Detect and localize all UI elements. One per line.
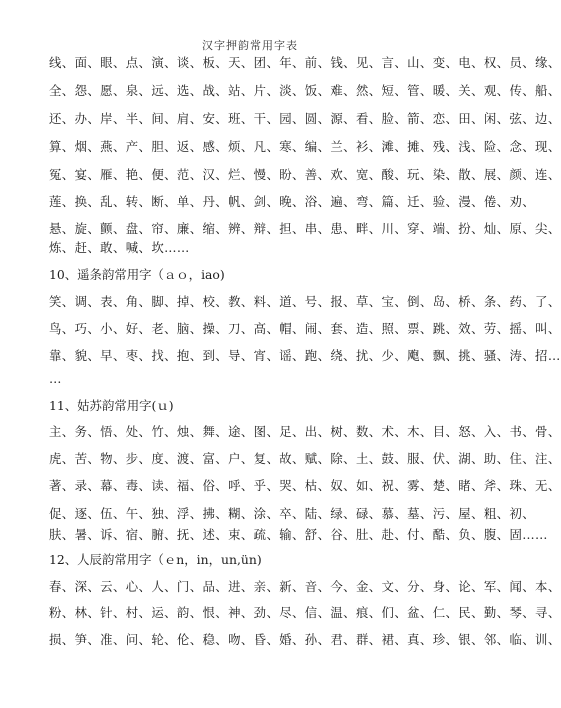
text-line: 促、逐、伍、午、独、浮、拂、糊、涂、卒、陆、绿、碌、慕、墓、污、屋、粗、初、 <box>49 506 536 521</box>
document-title: 汉字押韵常用字表 <box>202 39 298 52</box>
section-heading-10: 10、遥条韵常用字（ａｏ，iao) <box>49 267 225 282</box>
text-line: 损、笋、准、问、轮、伦、稳、吻、昏、婚、孙、君、群、裙、真、珍、银、邻、临、训、 <box>49 632 561 647</box>
text-line: 靠、貌、早、枣、找、抱、到、导、宵、谣、跑、绕、扰、少、飑、飘、挑、骚、涛、招… <box>49 348 561 363</box>
section-heading-11: 11、姑苏韵常用字(ｕ) <box>49 398 174 413</box>
text-line: 著、录、幕、毒、读、福、俗、呼、乎、哭、枯、奴、如、祝、雾、楚、睹、斧、珠、无、 <box>49 478 561 493</box>
text-line: 线、面、眼、点、演、谈、板、天、团、年、前、钱、见、言、山、变、电、权、员、缘、 <box>49 55 561 70</box>
text-line: 主、务、悟、处、竹、烛、舞、途、图、足、出、树、数、术、木、目、怒、入、书、骨、 <box>49 424 561 439</box>
text-line: 炼、赶、敢、喊、坎…… <box>49 240 190 255</box>
text-line: 悬、旋、颤、盘、帘、廉、缩、辨、辩、担、串、患、畔、川、穿、端、扮、灿、原、尖、 <box>49 221 561 236</box>
text-line: 春、深、云、心、人、门、品、进、亲、新、音、今、金、文、分、身、论、军、闻、本、 <box>49 579 561 594</box>
text-line: 冤、宴、雁、艳、便、范、汉、烂、慢、盼、善、欢、宽、酸、玩、染、散、展、颜、连、 <box>49 167 561 182</box>
text-line: 虎、苦、物、步、度、渡、富、户、复、故、赋、除、土、鼓、服、伏、湖、助、住、注、 <box>49 451 561 466</box>
text-line: 肤、暑、诉、宿、腑、抚、述、束、疏、输、舒、谷、肚、赴、付、酷、负、腹、固…… <box>49 527 548 542</box>
text-line: 莲、换、乱、转、断、单、丹、帆、剑、晚、浴、遍、弯、篇、迁、验、漫、倦、劝、 <box>49 194 536 209</box>
text-line: … <box>49 371 62 386</box>
section-heading-12: 12、人辰韵常用字（ｅn，in，un,ün) <box>49 552 262 567</box>
text-line: 算、烟、燕、产、胆、返、感、烦、凡、寒、编、兰、衫、滩、摊、残、浅、险、念、现、 <box>49 139 561 154</box>
text-line: 全、怨、愿、泉、远、选、战、站、片、淡、饭、难、然、短、管、暖、关、观、传、船、 <box>49 83 561 98</box>
text-line: 还、办、岸、半、间、肩、安、班、干、园、圆、源、看、脸、箭、恋、田、闲、弦、边、 <box>49 111 561 126</box>
text-line: 鸟、巧、小、好、老、脑、操、刀、高、帽、闹、套、造、照、票、跳、效、劳、摇、叫、 <box>49 321 561 336</box>
text-line: 粉、林、针、村、运、韵、恨、神、劲、尽、信、温、痕、们、盆、仁、民、勤、琴、寻、 <box>49 605 561 620</box>
text-line: 笑、调、表、角、脚、掉、校、教、料、道、号、报、草、宝、倒、岛、桥、条、药、了、 <box>49 294 561 309</box>
